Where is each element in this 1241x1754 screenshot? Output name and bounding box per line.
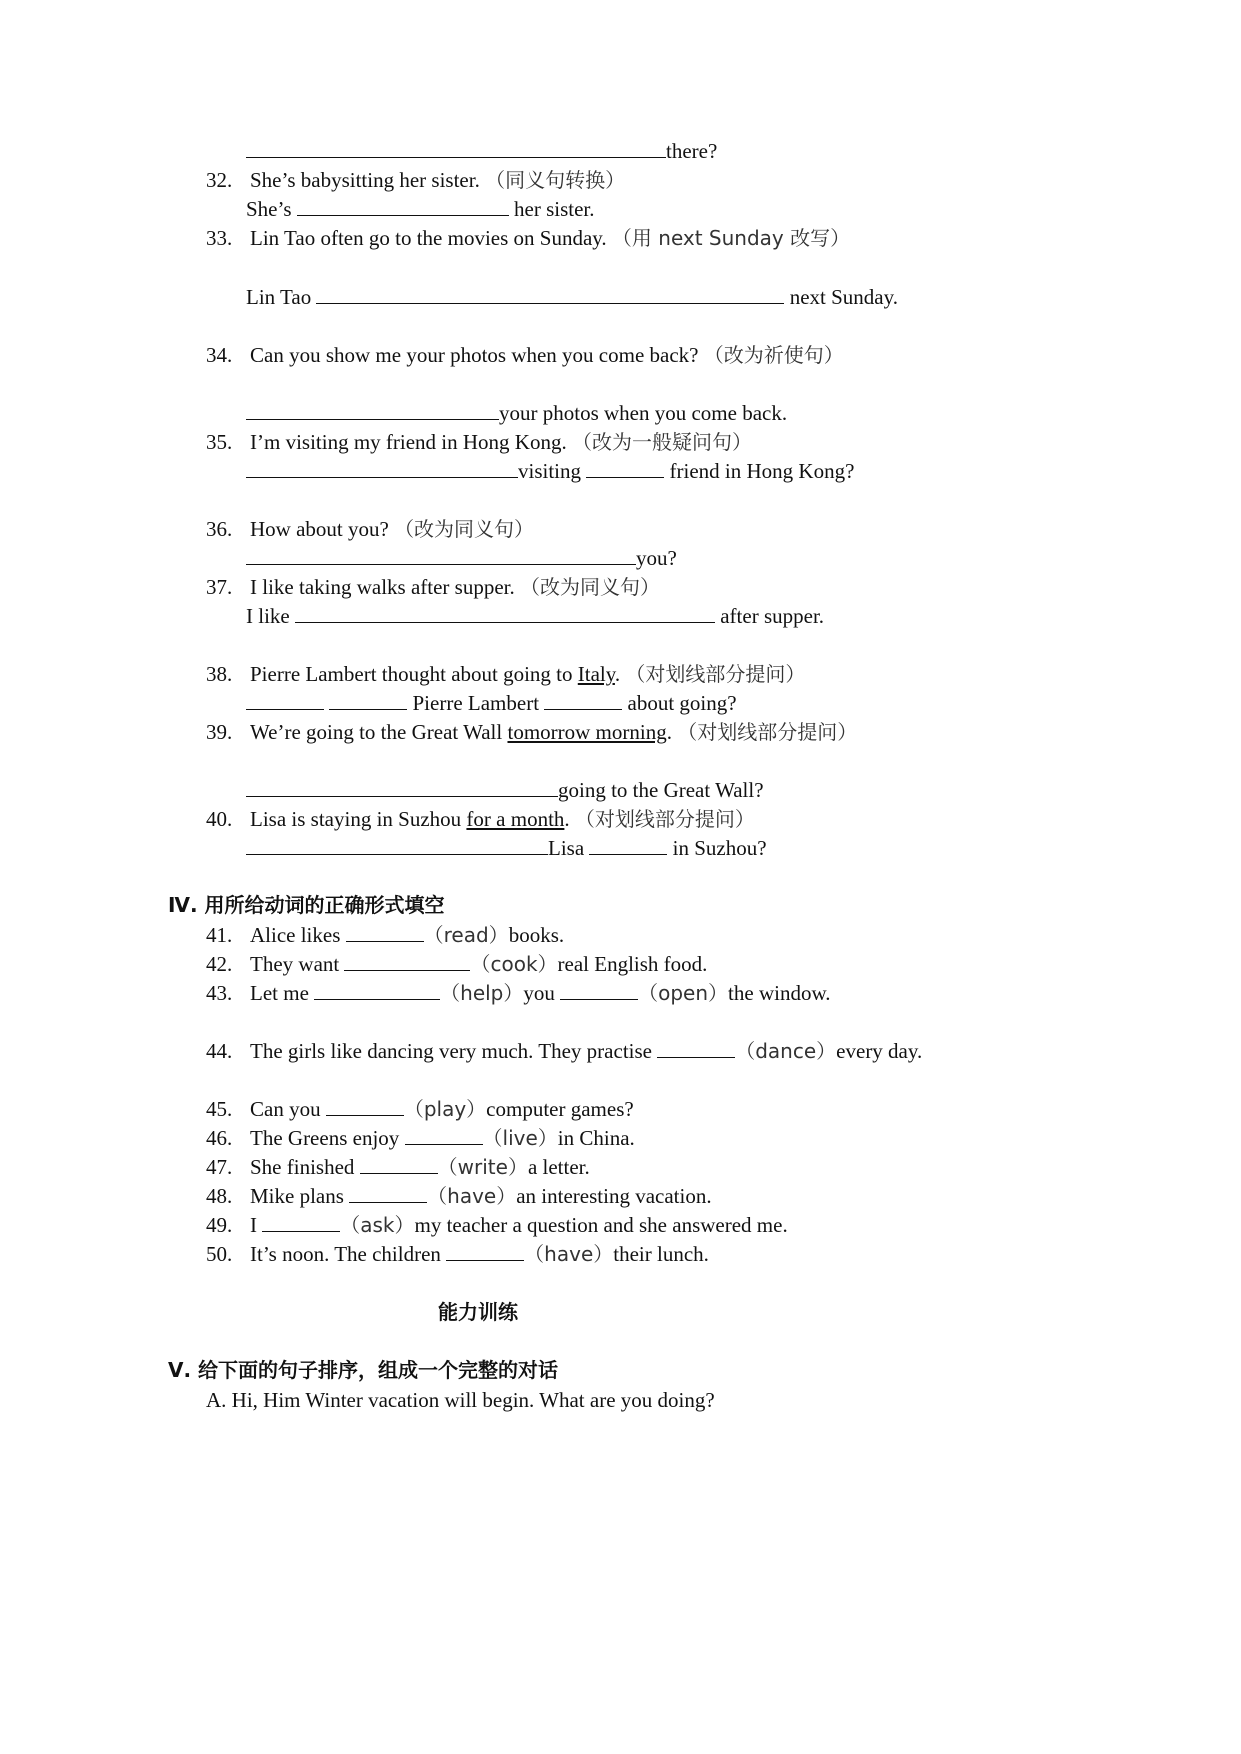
answer-blank[interactable] <box>246 546 636 565</box>
question-number: 46. <box>206 1126 233 1150</box>
q44-verb: （dance） <box>735 1039 837 1063</box>
q40-underlined-part: for a month <box>466 807 565 831</box>
answer-blank[interactable] <box>314 981 440 1000</box>
q32-hint: （同义句转换） <box>485 168 626 192</box>
q46-post: in China. <box>557 1126 635 1150</box>
q46-pre: The Greens enjoy <box>250 1126 400 1150</box>
q34-answer-suffix: your photos when you come back. <box>499 401 788 425</box>
q38-answer-suffix: about going? <box>627 691 737 715</box>
q40-answer-suffix: in Suzhou? <box>672 836 767 860</box>
answer-blank[interactable] <box>344 952 470 971</box>
q50-pre: It’s noon. The children <box>250 1242 441 1266</box>
q43-pre: Let me <box>250 981 309 1005</box>
q36-question-text: How about you? <box>250 517 389 541</box>
q35-hint: （改为一般疑问句） <box>571 430 752 454</box>
q33-answer-suffix: next Sunday. <box>789 285 899 309</box>
question-number: 35. <box>206 430 233 454</box>
q36-answer-suffix: you? <box>636 546 677 570</box>
question-number: 47. <box>206 1155 233 1179</box>
q33-question <box>206 225 850 251</box>
question-number: 50. <box>206 1242 233 1266</box>
q41 <box>206 922 564 948</box>
answer-blank[interactable] <box>326 1097 404 1116</box>
q49-post: my teacher a question and she answered me. <box>414 1213 788 1237</box>
q32-answer-prefix: She’s <box>246 197 292 221</box>
answer-blank[interactable] <box>297 197 509 216</box>
q44-post: every day. <box>836 1039 923 1063</box>
q47-post: a letter. <box>527 1155 590 1179</box>
q39-question-text: We’re going to the Great Wall <box>250 720 508 744</box>
question-number: 45. <box>206 1097 233 1121</box>
answer-blank[interactable] <box>246 459 518 478</box>
q33-question-text: Lin Tao often go to the movies on Sunday. <box>250 226 607 250</box>
q43 <box>206 980 831 1006</box>
q50-verb: （have） <box>524 1242 614 1266</box>
q48-verb: （have） <box>427 1184 517 1208</box>
q49 <box>206 1212 788 1238</box>
answer-blank[interactable] <box>657 1039 735 1058</box>
answer-blank[interactable] <box>346 923 424 942</box>
q45-pre: Can you <box>250 1097 321 1121</box>
q43-post: the window. <box>728 981 831 1005</box>
answer-blank[interactable] <box>560 981 638 1000</box>
q46 <box>206 1125 635 1151</box>
q34-hint: （改为祈使句） <box>703 343 844 367</box>
q33-answer-prefix: Lin Tao <box>246 285 312 309</box>
answer-blank[interactable] <box>349 1184 427 1203</box>
q38-hint: （对划线部分提问） <box>625 662 806 686</box>
question-number: 44. <box>206 1039 233 1063</box>
q48-post: an interesting vacation. <box>516 1184 712 1208</box>
q35-question <box>206 429 752 455</box>
q40-answer-mid: Lisa <box>548 836 585 860</box>
q46-verb: （live） <box>482 1126 558 1150</box>
q40-question <box>206 806 755 832</box>
q47 <box>206 1154 590 1180</box>
answer-blank[interactable] <box>329 691 407 710</box>
q43-mid: you <box>523 981 555 1005</box>
q38-question <box>206 661 805 687</box>
question-number: 48. <box>206 1184 233 1208</box>
answer-blank[interactable] <box>544 691 622 710</box>
answer-blank[interactable] <box>246 778 558 797</box>
q37-answer-suffix: after supper. <box>720 604 825 628</box>
q45-post: computer games? <box>486 1097 634 1121</box>
q40-question-text: Lisa is staying in Suzhou <box>250 807 467 831</box>
q34-answer-line <box>246 400 787 426</box>
q38-answer-line <box>246 690 737 716</box>
q38-question-end: . <box>614 662 621 686</box>
q36-hint: （改为同义句） <box>394 517 535 541</box>
question-number: 41. <box>206 923 233 947</box>
question-number: 37. <box>206 575 233 599</box>
q44 <box>206 1038 922 1064</box>
q35-question-text: I’m visiting my friend in Hong Kong. <box>250 430 567 454</box>
q35-answer-suffix: friend in Hong Kong? <box>669 459 855 483</box>
q32-answer-line <box>246 196 595 222</box>
q45-verb: （play） <box>403 1097 487 1121</box>
q37-question <box>206 574 660 600</box>
q50-post: their lunch. <box>613 1242 709 1266</box>
answer-blank[interactable] <box>295 604 715 623</box>
q48 <box>206 1183 712 1209</box>
q44-pre: The girls like dancing very much. They practise <box>250 1039 652 1063</box>
question-number: 43. <box>206 981 233 1005</box>
q39-answer-line <box>246 777 764 803</box>
q34-question-text: Can you show me your photos when you come back? <box>250 343 699 367</box>
q45 <box>206 1096 634 1122</box>
answer-blank[interactable] <box>246 836 548 855</box>
question-number: 33. <box>206 226 233 250</box>
q38-question-text: Pierre Lambert thought about going to <box>250 662 578 686</box>
q42-verb: （cook） <box>470 952 558 976</box>
q41-pre: Alice likes <box>250 923 341 947</box>
q32-question <box>206 167 625 193</box>
q41-post: books. <box>508 923 565 947</box>
q39-hint: （对划线部分提问） <box>677 720 858 744</box>
question-number: 34. <box>206 343 233 367</box>
q38-answer-mid: Pierre Lambert <box>412 691 540 715</box>
question-number: 39. <box>206 720 233 744</box>
question-number: 40. <box>206 807 233 831</box>
q39-question-end: . <box>666 720 672 744</box>
dialogue-item-label: A. <box>206 1388 227 1412</box>
q32-answer-suffix: her sister. <box>514 197 595 221</box>
dialogue-item-text: Hi, Him Winter vacation will begin. What are you doing? <box>231 1388 715 1412</box>
q50 <box>206 1241 709 1267</box>
q40-question-end: . <box>564 807 570 831</box>
q31-answer-suffix: there? <box>666 139 718 163</box>
answer-blank[interactable] <box>316 285 784 304</box>
q35-answer-line <box>246 458 854 484</box>
section-4-title: Ⅳ. 用所给动词的正确形式填空 <box>168 893 445 917</box>
q40-answer-line <box>246 835 767 861</box>
question-number: 42. <box>206 952 233 976</box>
q33-answer-line <box>246 284 898 310</box>
answer-blank[interactable] <box>246 401 499 420</box>
answer-blank[interactable] <box>589 836 667 855</box>
q39-underlined-part: tomorrow morning <box>507 720 667 744</box>
q37-question-text: I like taking walks after supper. <box>250 575 515 599</box>
q42 <box>206 951 707 977</box>
q39-question <box>206 719 857 745</box>
q37-answer-prefix: I like <box>246 604 290 628</box>
q37-answer-line <box>246 603 824 629</box>
q31-answer-line <box>246 138 717 164</box>
answer-blank[interactable] <box>360 1155 438 1174</box>
q39-answer-suffix: going to the Great Wall? <box>558 778 764 802</box>
q47-pre: She finished <box>250 1155 355 1179</box>
q47-verb: （write） <box>437 1155 528 1179</box>
q40-hint: （对划线部分提问） <box>574 807 755 831</box>
q35-answer-mid: visiting <box>518 459 582 483</box>
answer-blank[interactable] <box>262 1213 340 1232</box>
q42-post: real English food. <box>557 952 708 976</box>
q34-question <box>206 342 844 368</box>
answer-blank[interactable] <box>405 1126 483 1145</box>
question-number: 49. <box>206 1213 233 1237</box>
q33-hint: （用 next Sunday 改写） <box>611 226 851 250</box>
q38-underlined-part: Italy <box>577 662 615 686</box>
q37-hint: （改为同义句） <box>520 575 661 599</box>
answer-blank[interactable] <box>446 1242 524 1261</box>
q36-answer-line <box>246 545 677 571</box>
answer-blank[interactable] <box>586 459 664 478</box>
q43-verb2: （open） <box>638 981 729 1005</box>
q42-pre: They want <box>250 952 340 976</box>
q32-question-text: She’s babysitting her sister. <box>250 168 480 192</box>
answer-blank[interactable] <box>246 139 666 158</box>
q36-question <box>206 516 534 542</box>
section-5-title: Ⅴ. 给下面的句子排序，组成一个完整的对话 <box>168 1358 559 1382</box>
q49-verb: （ask） <box>340 1213 415 1237</box>
q43-verb: （help） <box>440 981 524 1005</box>
q49-pre: I <box>250 1213 257 1237</box>
question-number: 32. <box>206 168 233 192</box>
ability-training-title: 能力训练 <box>438 1300 518 1324</box>
dialogue-item-a <box>206 1387 715 1413</box>
q41-verb: （read） <box>423 923 509 947</box>
question-number: 36. <box>206 517 233 541</box>
question-number: 38. <box>206 662 233 686</box>
q48-pre: Mike plans <box>250 1184 344 1208</box>
answer-blank[interactable] <box>246 691 324 710</box>
